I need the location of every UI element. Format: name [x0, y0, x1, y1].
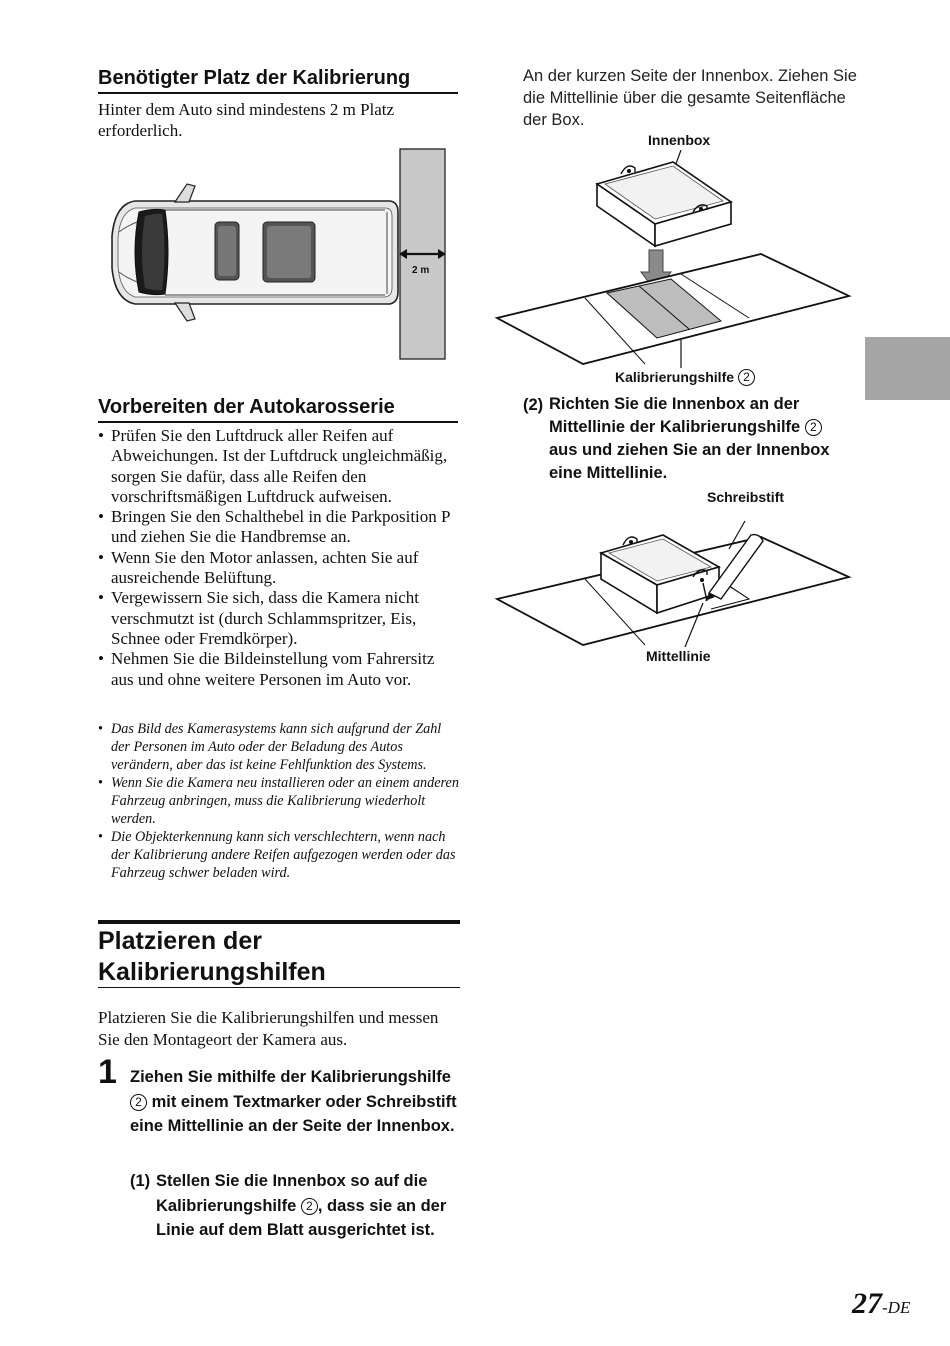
section-heading-calibration-space: Benötigter Platz der Kalibrierung [98, 66, 458, 94]
step-1-part2: mit einem Textmarker oder Schreibstift eine Mittellinie an der Seite der Innenbox. [130, 1092, 457, 1135]
label-mittellinie: Mittellinie [646, 648, 711, 664]
notes-list [98, 720, 460, 882]
calibration-space-text: Hinter dem Auto sind mindestens 2 m Platz erforderlich. [98, 100, 395, 140]
circled-2: 2 [130, 1094, 147, 1111]
section-heading-body-prep: Vorbereiten der Autokarosserie [98, 395, 458, 423]
prep-bullet-2: • Bringen Sie den Schalthebel in die Parkposition P und ziehen Sie die Handbremse an. [98, 507, 458, 548]
label-innenbox: Innenbox [648, 132, 711, 148]
section-side-tab [865, 337, 950, 400]
car-top-view-illustration [105, 146, 450, 362]
page-number-value: 27 [852, 1287, 882, 1320]
right-intro-text: An der kurzen Seite der Innenbox. Ziehen Sie die Mittellinie über die gesamte Seitenfläche der Box. [523, 67, 857, 129]
section-rule-bottom [98, 987, 460, 988]
note-3: • Die Objekterkennung kann sich verschlechtern, wenn nach der Kalibrierung andere Reifen aufgezogen werden oder das Fahrzeug schwer beladen wird. [98, 828, 460, 882]
circled-2: 2 [805, 419, 822, 436]
page-number [852, 1287, 910, 1321]
note-2: • Wenn Sie die Kamera neu installieren oder an einem anderen Fahrzeug anbringen, muss die Kalibrierung wiederholt werden. [98, 774, 460, 828]
prep-bullet-4: • Vergewissern Sie sich, dass die Kamera nicht verschmutzt ist (durch Schlammspritzer, Eis, Schnee oder Fremdkörper). [98, 588, 458, 649]
step-1-text [130, 1065, 465, 1139]
label-calibration-aid [615, 369, 755, 386]
circled-2: 2 [738, 369, 755, 386]
sub-step-1-part2: , dass sie an der Linie auf dem Blatt ausgerichtet ist. [156, 1196, 447, 1239]
label-schreibstift: Schreibstift [707, 489, 785, 505]
circled-2: 2 [301, 1198, 318, 1215]
sub-step-2-text [549, 393, 849, 485]
sub-step-1-number: (1) [130, 1172, 151, 1190]
mirror-right [175, 303, 195, 321]
note-1: • Das Bild des Kamerasystems kann sich aufgrund der Zahl der Personen im Auto oder der Beladung des Autos verändern, aber das ist keine Fehlfunktion des Systems. [98, 720, 460, 774]
sub-step-1-part1: Stellen Sie die Innenbox so auf die Kalibrierungshilfe [156, 1172, 428, 1215]
mirror-left [175, 184, 195, 202]
section-heading-place-aids-line1: Platzieren der [98, 927, 262, 955]
prep-bullet-3: • Wenn Sie den Motor anlassen, achten Sie auf ausreichende Belüftung. [98, 548, 458, 589]
distance-label: 2 m [412, 265, 430, 276]
sub-step-2-part1: Richten Sie die Innenbox an der Mittellinie der Kalibrierungshilfe [549, 395, 801, 436]
prep-bullet-5: • Nehmen Sie die Bildeinstellung vom Fahrersitz aus und ohne weitere Personen im Auto vor. [98, 649, 458, 690]
step-1-part1: Ziehen Sie mithilfe der Kalibrierungshilfe [130, 1068, 451, 1086]
section-heading-place-aids-line2: Kalibrierungshilfen [98, 958, 326, 986]
figure-box-with-pen [493, 505, 853, 650]
label-calibration-aid-text: Kalibrierungshilfe [615, 369, 735, 385]
prep-bullet-1: • Prüfen Sie den Luftdruck aller Reifen auf Abweichungen. Ist der Luftdruck ungleichmäßig, sorgen Sie dafür, dass alle Reifen den vorschriftsmäßigen Luftdruck aufweisen. [98, 426, 458, 507]
sub-step-2-part2: aus und ziehen Sie an der Innenbox eine Mittellinie. [549, 441, 830, 482]
sub-step-2-number: (2) [523, 396, 544, 414]
page-number-suffix: -DE [882, 1298, 911, 1317]
step-number: 1 [98, 1053, 117, 1091]
prep-bullet-list [98, 426, 458, 690]
sub-step-1-text [156, 1169, 461, 1243]
section-rule-top [98, 920, 460, 924]
figure-box-above-mat [493, 150, 853, 370]
place-aids-intro: Platzieren Sie die Kalibrierungshilfen und messen Sie den Montageort der Kamera aus. [98, 1008, 439, 1049]
